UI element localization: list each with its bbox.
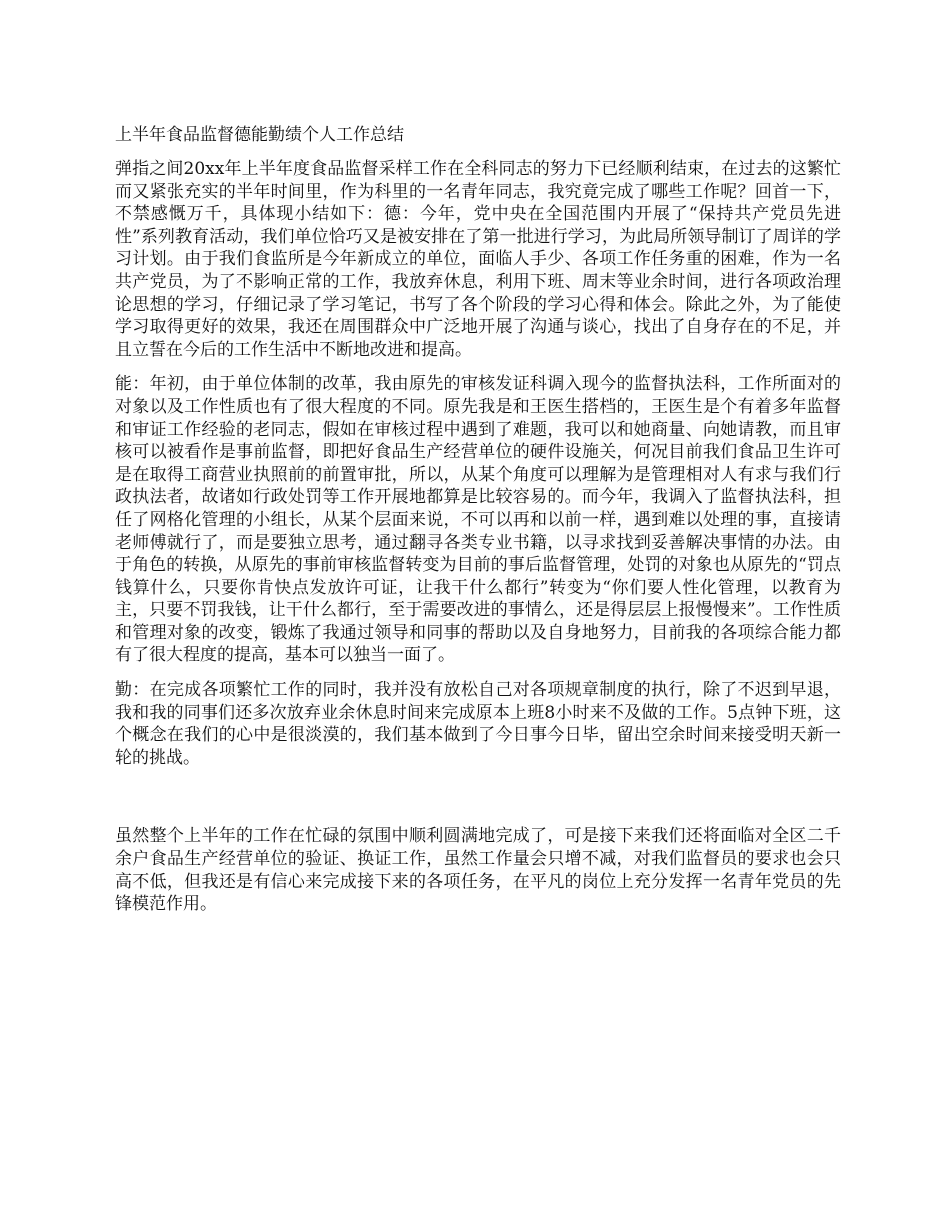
- document-title: 上半年食品监督德能勤绩个人工作总结: [115, 125, 404, 145]
- paragraph-qin: 勤：在完成各项繁忙工作的同时，我并没有放松自己对各项规章制度的执行，除了不迟到早退，我和我的同事们还多次放弃业余休息时间来完成原本上班8小时来不及做的工作。5点钟下班，这个概念在我们的心中是很淡漠的，我们基本做到了今日事今日毕，留出空余时间来接受明天新一轮的挑战。: [115, 680, 841, 768]
- paragraph-de: 弹指之间20xx年上半年度食品监督采样工作在全科同志的努力下已经顺利结束，在过去的这繁忙而又紧张充实的半年时间里，作为科里的一名青年同志，我究竟完成了哪些工作呢？回首一下，不禁感慨万千，具体现小结如下：德：今年，党中央在全国范围内开展了“保持共产党员先进性”系列教育活动，我们单位恰巧又是被安排在了第一批进行学习，为此局所领导制订了周详的学习计划。由于我们食监所是今年新成立的单位，面临人手少、各项工作任务重的困难，作为一名共产党员，为了不影响正常的工作，我放弃休息，利用下班、周末等业余时间，进行各项政治理论思想的学习，仔细记录了学习笔记，书写了各个阶段的学习心得和体会。除此之外，为了能使学习取得更好的效果，我还在周围群众中广泛地开展了沟通与谈心，找出了自身存在的不足，并且立誓在今后的工作生活中不断地改进和提高。: [115, 159, 841, 360]
- document-body: [115, 124, 841, 928]
- paragraph-neng: 能：年初，由于单位体制的改革，我由原先的审核发证科调入现今的监督执法科，工作所面对的对象以及工作性质也有了很大程度的不同。原先我是和王医生搭档的，王医生是个有着多年监督和审证工作经验的老同志，假如在审核过程中遇到了难题，我可以和她商量、向她请教，而且审核可以被看作是事前监督，即把好食品生产经营单位的硬件设施关，何况目前我们食品卫生许可是在取得工商营业执照前的前置审批，所以，从某个角度可以理解为是管理相对人有求与我们行政执法者，故诸如行政处罚等工作开展地都算是比较容易的。而今年，我调入了监督执法科，担任了网格化管理的小组长，从某个层面来说，不可以再和以前一样，遇到难以处理的事，直接请老师傅就行了，而是要独立思考，通过翻寻各类专业书籍，以寻求找到妥善解决事情的办法。由于角色的转换，从原先的事前审核监督转变为目前的事后监督管理，处罚的对象也从原先的“罚点钱算什么，只要你肯快点发放许可证，让我干什么都行”转变为“你们要人性化管理，以教育为主，只要不罚我钱，让干什么都行，至于需要改进的事情么，还是得层层上报慢慢来”。工作性质和管理对象的改变，锻炼了我通过领导和同事的帮助以及自身地努力，目前我的各项综合能力都有了很大程度的提高，基本可以独当一面了。: [115, 374, 841, 666]
- paragraph-conclusion: 虽然整个上半年的工作在忙碌的氛围中顺利圆满地完成了，可是接下来我们还将面临对全区二千余户食品生产经营单位的验证、换证工作，虽然工作量会只增不减，对我们监督员的要求也会只高不低，但我还是有信心来完成接下来的各项任务，在平凡的岗位上充分发挥一名青年党员的先锋模范作用。: [115, 826, 841, 915]
- section-gap: [115, 781, 841, 825]
